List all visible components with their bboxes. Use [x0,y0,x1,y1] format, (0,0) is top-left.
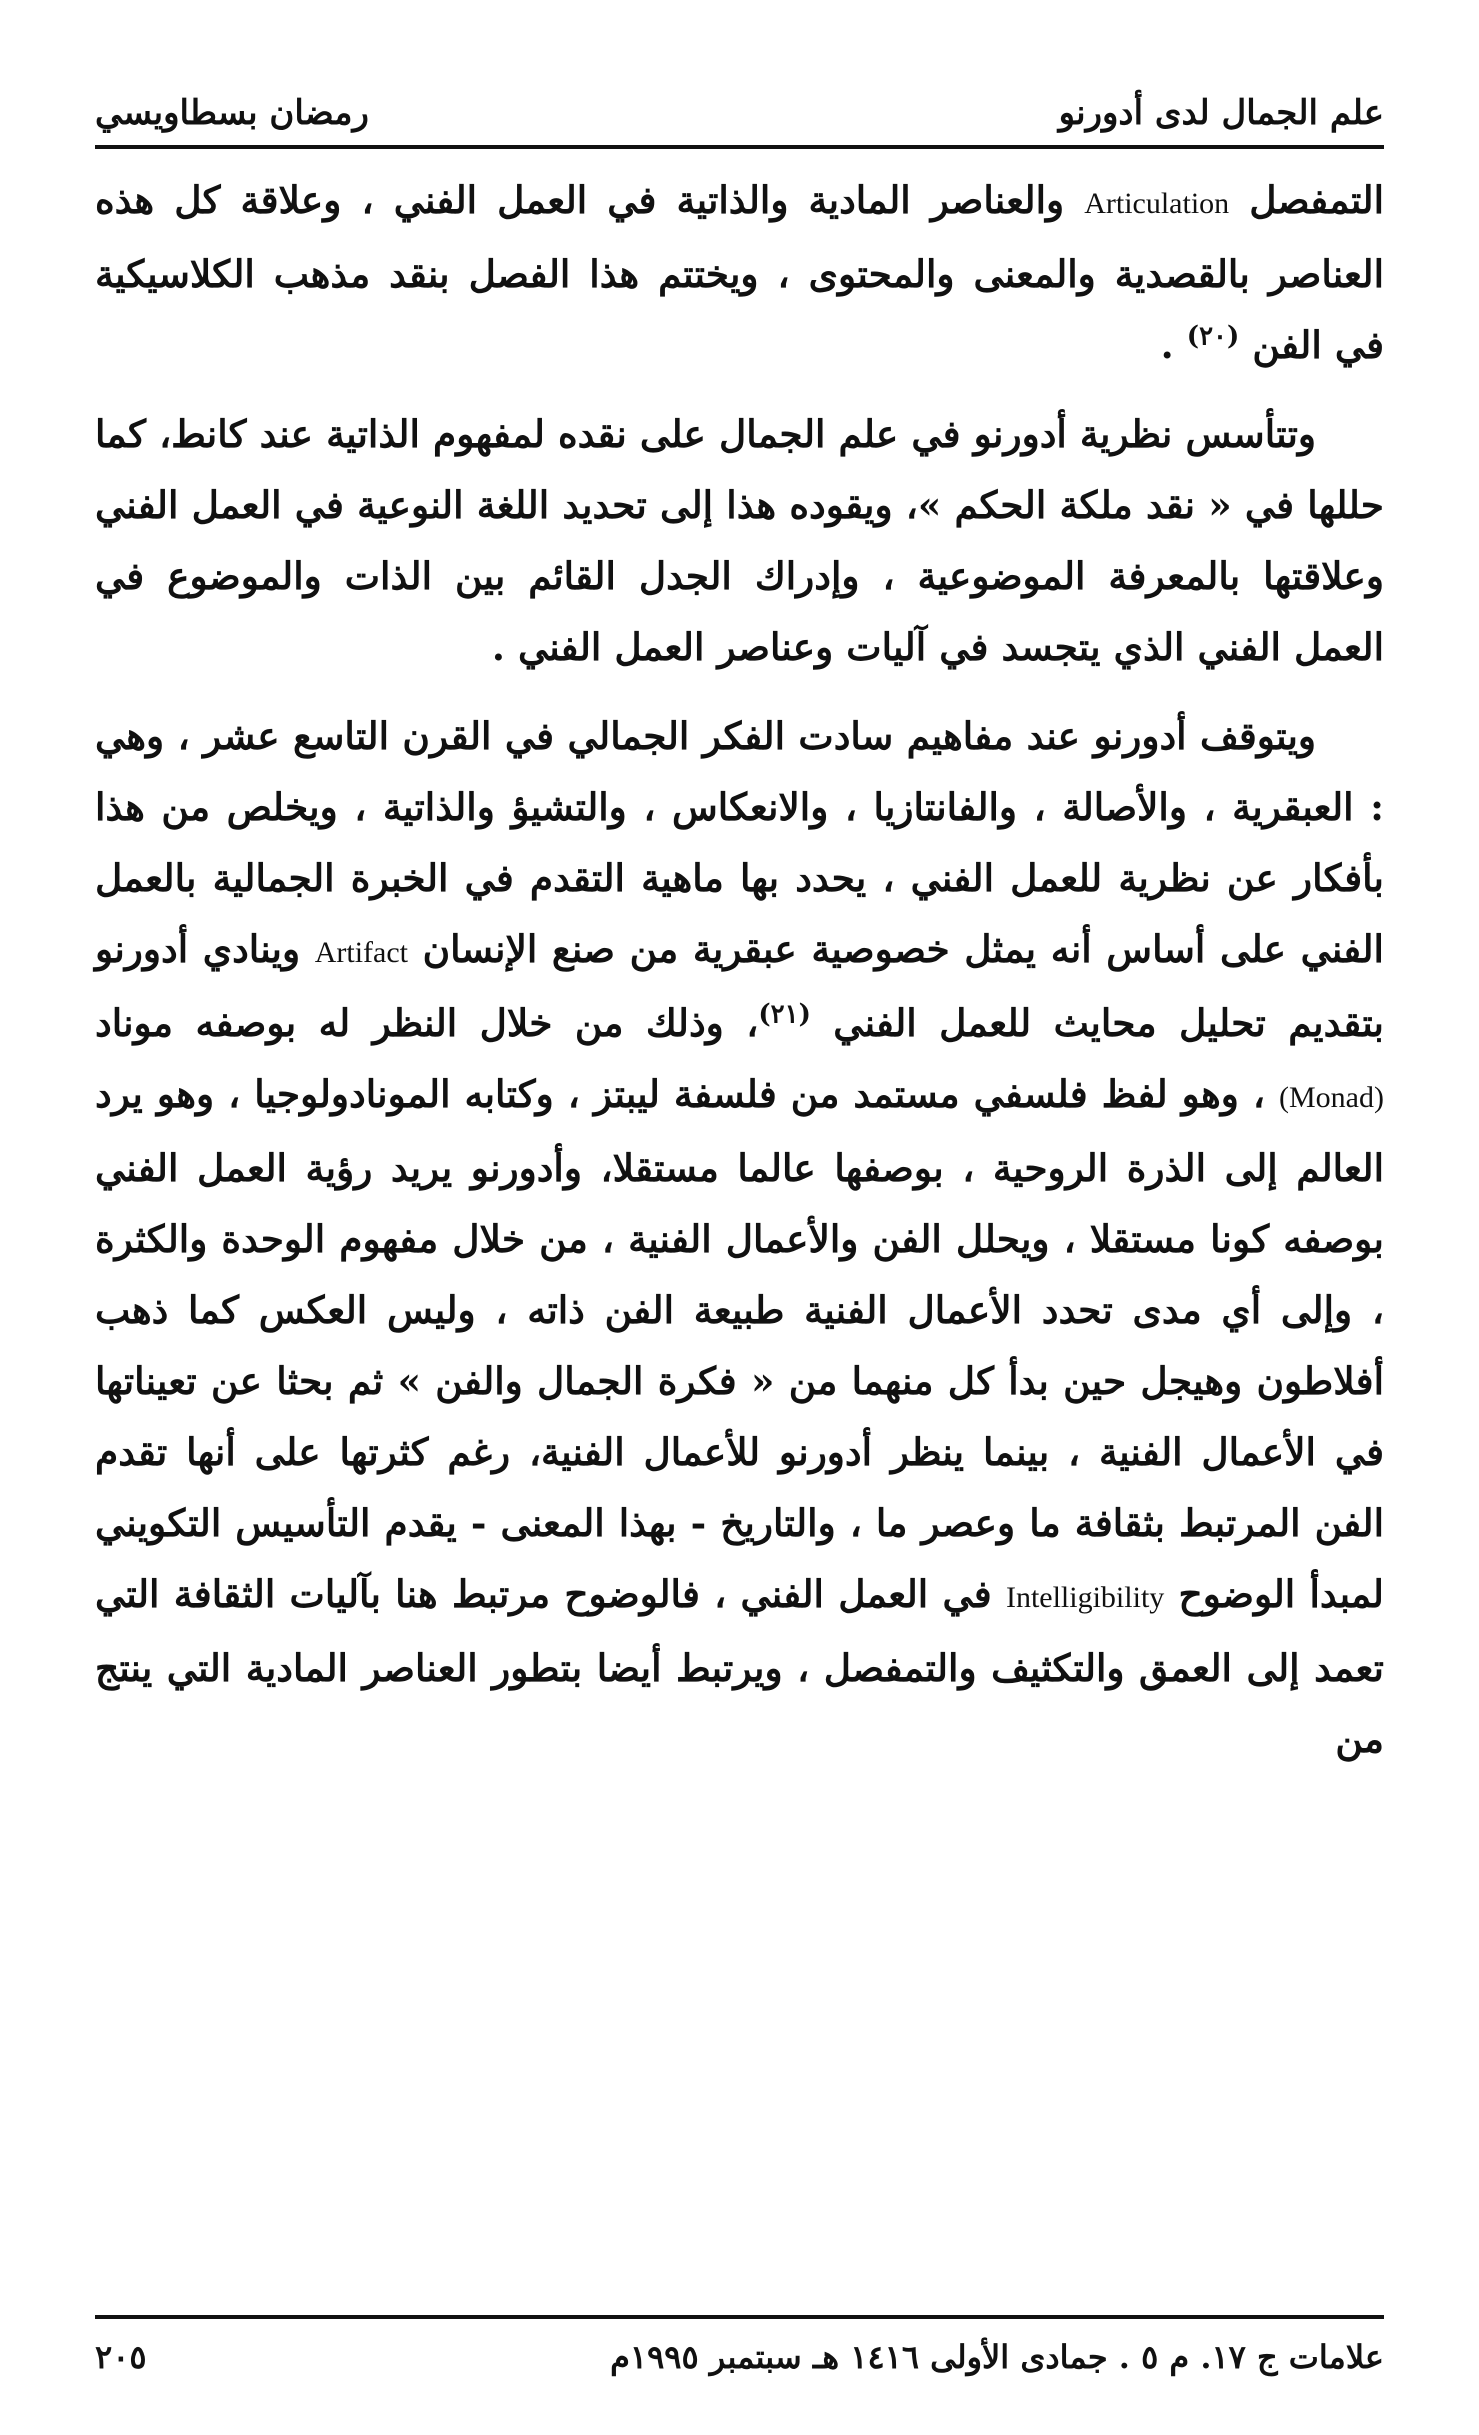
text-run: ، وهو لفظ فلسفي مستمد من فلسفة ليبتز ، وكتابه المونادولوجيا ، وهو يرد العالم إلى الذرة الروحية ، بوصفها عالما مستقلا، وأدورنو يريد رؤية العمل الفني بوصفه كونا مستقلا ، ويحلل الفن والأعمال الفنية ، من خلال مفهوم الوحدة والكثرة ، وإلى أي مدى تحدد الأعمال الفنية طبيعة الفن ذاته ، وليس العكس كما ذهب أفلاطون وهيجل حين بدأ كل منهما من « فكرة الجمال والفن » ثم بحثا عن تعيناتها في الأعمال الفنية ، بينما ينظر أدورنو للأعمال الفنية، رغم كثرتها على أنها تقدم الفن المرتبط بثقافة ما وعصر ما ، والتاريخ - بهذا المعنى - يقدم التأسيس التكويني لمبدأ الوضوح [95,1072,1384,1616]
author-name: رمضان بسطاويسي [95,93,369,133]
text-run: وينادي أدورنو بتقديم تحليل محايث للعمل الفني [95,927,1384,1045]
book-title: علم الجمال لدى أدورنو [1058,93,1384,133]
body-text [95,165,1384,1793]
text-run: . [1160,323,1187,367]
latin-term: Articulation [1084,187,1230,220]
text-run: التمفصل [1229,178,1384,222]
running-header [95,78,1384,148]
latin-term: Artifact [314,936,408,969]
text-run: في العمل الفني ، فالوضوح مرتبط هنا بآليات الثقافة التي تعمد إلى العمق والتكثيف والتمفصل ، ويرتبط أيضا بتطور العناصر المادية التي ينتج من [95,1572,1384,1761]
latin-term: Intelligibility [1005,1581,1165,1614]
text-run: وتتأسس نظرية أدورنو في علم الجمال على نقده لمفهوم الذاتية عند كانط، كما حللها في « نقد ملكة الحكم »، ويقوده هذا إلى تحديد اللغة النوعية في العمل الفني وعلاقتها بالمعرفة الموضوعية ، وإدراك الجدل القائم بين الذات والموضوع في العمل الفني الذي يتجسد في آليات وعناصر العمل الفني . [95,412,1384,669]
journal-info: علامات ج ١٧. م ٥ . جمادى الأولى ١٤١٦ هـ سبتمبر ١٩٩٥م [610,2338,1384,2376]
page-footer [95,2322,1384,2392]
footer-rule [95,2315,1384,2319]
page-number: ٢٠٥ [95,2338,147,2376]
text-run: ويتوقف أدورنو عند مفاهيم سادت الفكر الجمالي في القرن التاسع عشر ، وهي : العبقرية ، والأصالة ، والفانتازيا ، والانعكاس ، والتشيؤ والذاتية ، ويخلص من هذا بأفكار عن نظرية للعمل الفني ، يحدد بها ماهية التقدم في الخبرة الجمالية بالعمل الفني على أساس أنه يمثل خصوصية عبقرية من صنع الإنسان [95,714,1384,971]
paragraph [95,399,1384,683]
paragraph [95,701,1384,1775]
text-run: والعناصر المادية والذاتية في العمل الفني ، وعلاقة كل هذه العناصر بالقصدية والمعنى والمحتوى ، ويختتم هذا الفصل بنقد مذهب الكلاسيكية في الفن [95,178,1384,367]
text-run: ، وذلك من خلال النظر له بوصفه موناد [95,1001,759,1045]
header-rule [95,145,1384,149]
paragraph [95,165,1384,381]
latin-term: (Monad) [1279,1081,1384,1114]
footnote-ref: (٢١) [758,999,811,1030]
footnote-ref: (٢٠) [1186,321,1240,352]
